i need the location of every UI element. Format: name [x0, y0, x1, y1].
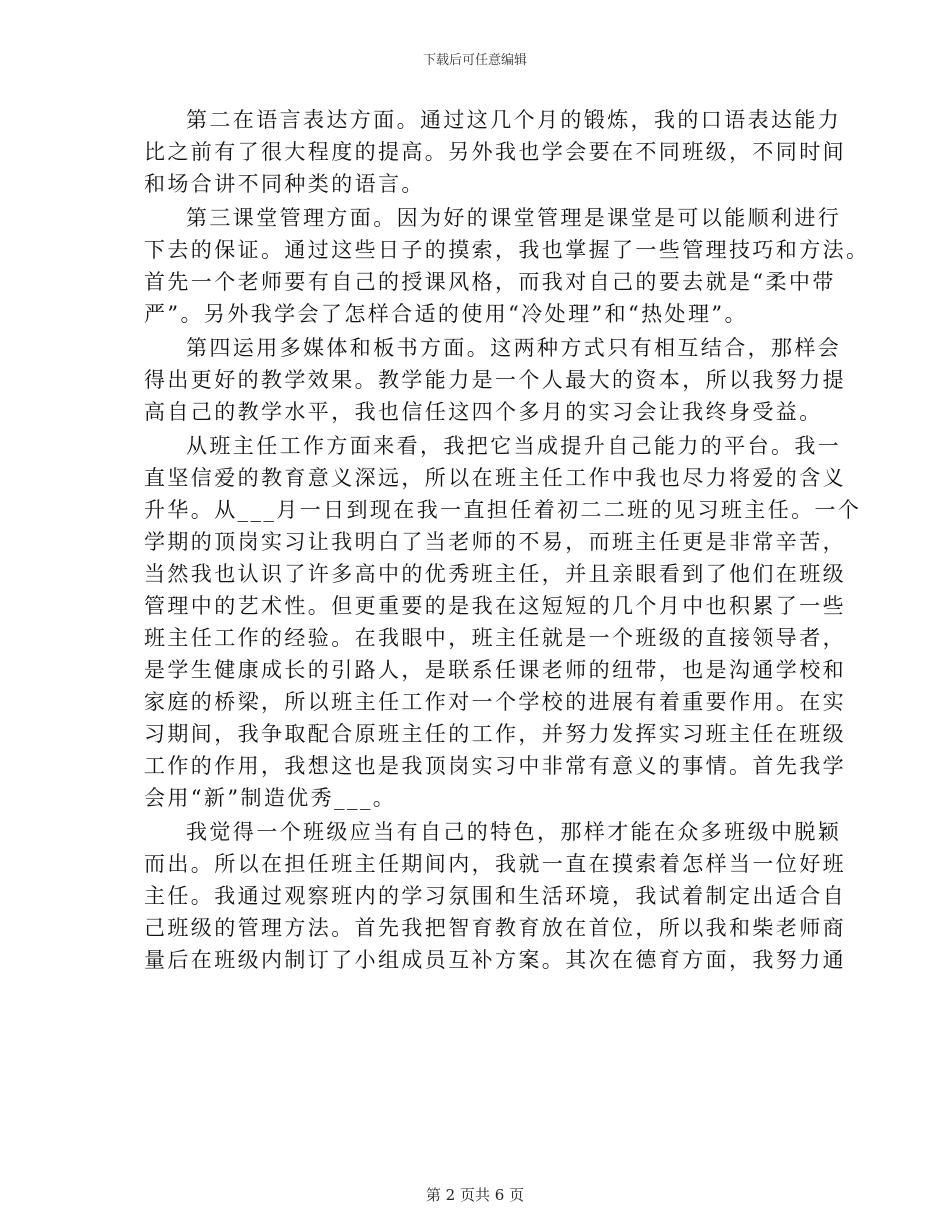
text-line: 班主任工作的经验。在我眼中，班主任就是一个班级的直接领导者， — [144, 626, 846, 650]
text-line: 是学生健康成长的引路人，是联系任课老师的纽带，也是沟通学校和 — [144, 658, 846, 682]
text-line: 管理中的艺术性。但更重要的是我在这短短的几个月中也积累了一些 — [144, 594, 846, 618]
text-line: 量后在班级内制订了小组成员互补方案。其次在德育方面，我努力通 — [144, 948, 846, 972]
text-line: 升华。从___月一日到现在我一直担任着初二二班的见习班主任。一个 — [144, 498, 862, 522]
text-line: 高自己的教学水平，我也信任这四个多月的实习会让我终身受益。 — [144, 400, 823, 424]
text-line: 下去的保证。通过这些日子的摸索，我也掌握了一些管理技巧和方法。 — [144, 238, 870, 262]
text-line: 第二在语言表达方面。通过这几个月的锻炼，我的口语表达能力 — [186, 108, 842, 132]
text-line: 而出。所以在担任班主任期间内，我就一直在摸索着怎样当一位好班 — [144, 852, 846, 876]
text-line: 家庭的桥梁，所以班主任工作对一个学校的进展有着重要作用。在实 — [144, 690, 846, 714]
text-line: 第三课堂管理方面。因为好的课堂管理是课堂是可以能顺利进行 — [186, 206, 842, 230]
text-line: 习期间，我争取配合原班主任的工作，并努力发挥实习班主任在班级 — [144, 722, 846, 746]
paragraph-classroom-management — [144, 202, 870, 330]
text-line: 当然我也认识了许多高中的优秀班主任，并且亲眼看到了他们在班级 — [144, 562, 846, 586]
text-line: 比之前有了很大程度的提高。另外我也学会要在不同班级，不同时间 — [144, 140, 846, 164]
text-line: 我觉得一个班级应当有自己的特色，那样才能在众多班级中脱颖 — [186, 820, 842, 844]
text-line: 从班主任工作方面来看，我把它当成提升自己能力的平台。我一 — [186, 434, 842, 458]
page-number: 第 2 页共 6 页 — [425, 1186, 525, 1204]
text-line: 主任。我通过观察班内的学习氛围和生活环境，我试着制定出适合自 — [144, 884, 846, 908]
paragraph-class-features — [144, 816, 846, 976]
text-line: 第四运用多媒体和板书方面。这两种方式只有相互结合，那样会 — [186, 336, 842, 360]
text-line: 会用“新”制造优秀___。 — [144, 786, 397, 810]
paragraph-head-teacher-work — [144, 430, 862, 814]
text-line: 和场合讲不同种类的语言。 — [144, 172, 425, 196]
document-body — [144, 104, 870, 976]
text-line: 学期的顶岗实习让我明白了当老师的不易，而班主任更是非常辛苦， — [144, 530, 846, 554]
text-line: 直坚信爱的教育意义深远，所以在班主任工作中我也尽力将爱的含义 — [144, 466, 846, 490]
text-line: 严”。另外我学会了怎样合适的使用“冷处理”和“热处理”。 — [144, 302, 748, 326]
text-line: 得出更好的教学效果。教学能力是一个人最大的资本，所以我努力提 — [144, 368, 846, 392]
text-line: 首先一个老师要有自己的授课风格，而我对自己的要去就是“柔中带 — [144, 270, 836, 294]
text-line: 工作的作用，我想这也是我顶岗实习中非常有意义的事情。首先我学 — [144, 754, 846, 778]
paragraph-multimedia — [144, 332, 846, 428]
text-line: 己班级的管理方法。首先我把智育教育放在首位，所以我和柴老师商 — [144, 916, 846, 940]
page-header: 下载后可任意编辑 — [422, 53, 527, 68]
paragraph-language-expression — [144, 104, 846, 200]
